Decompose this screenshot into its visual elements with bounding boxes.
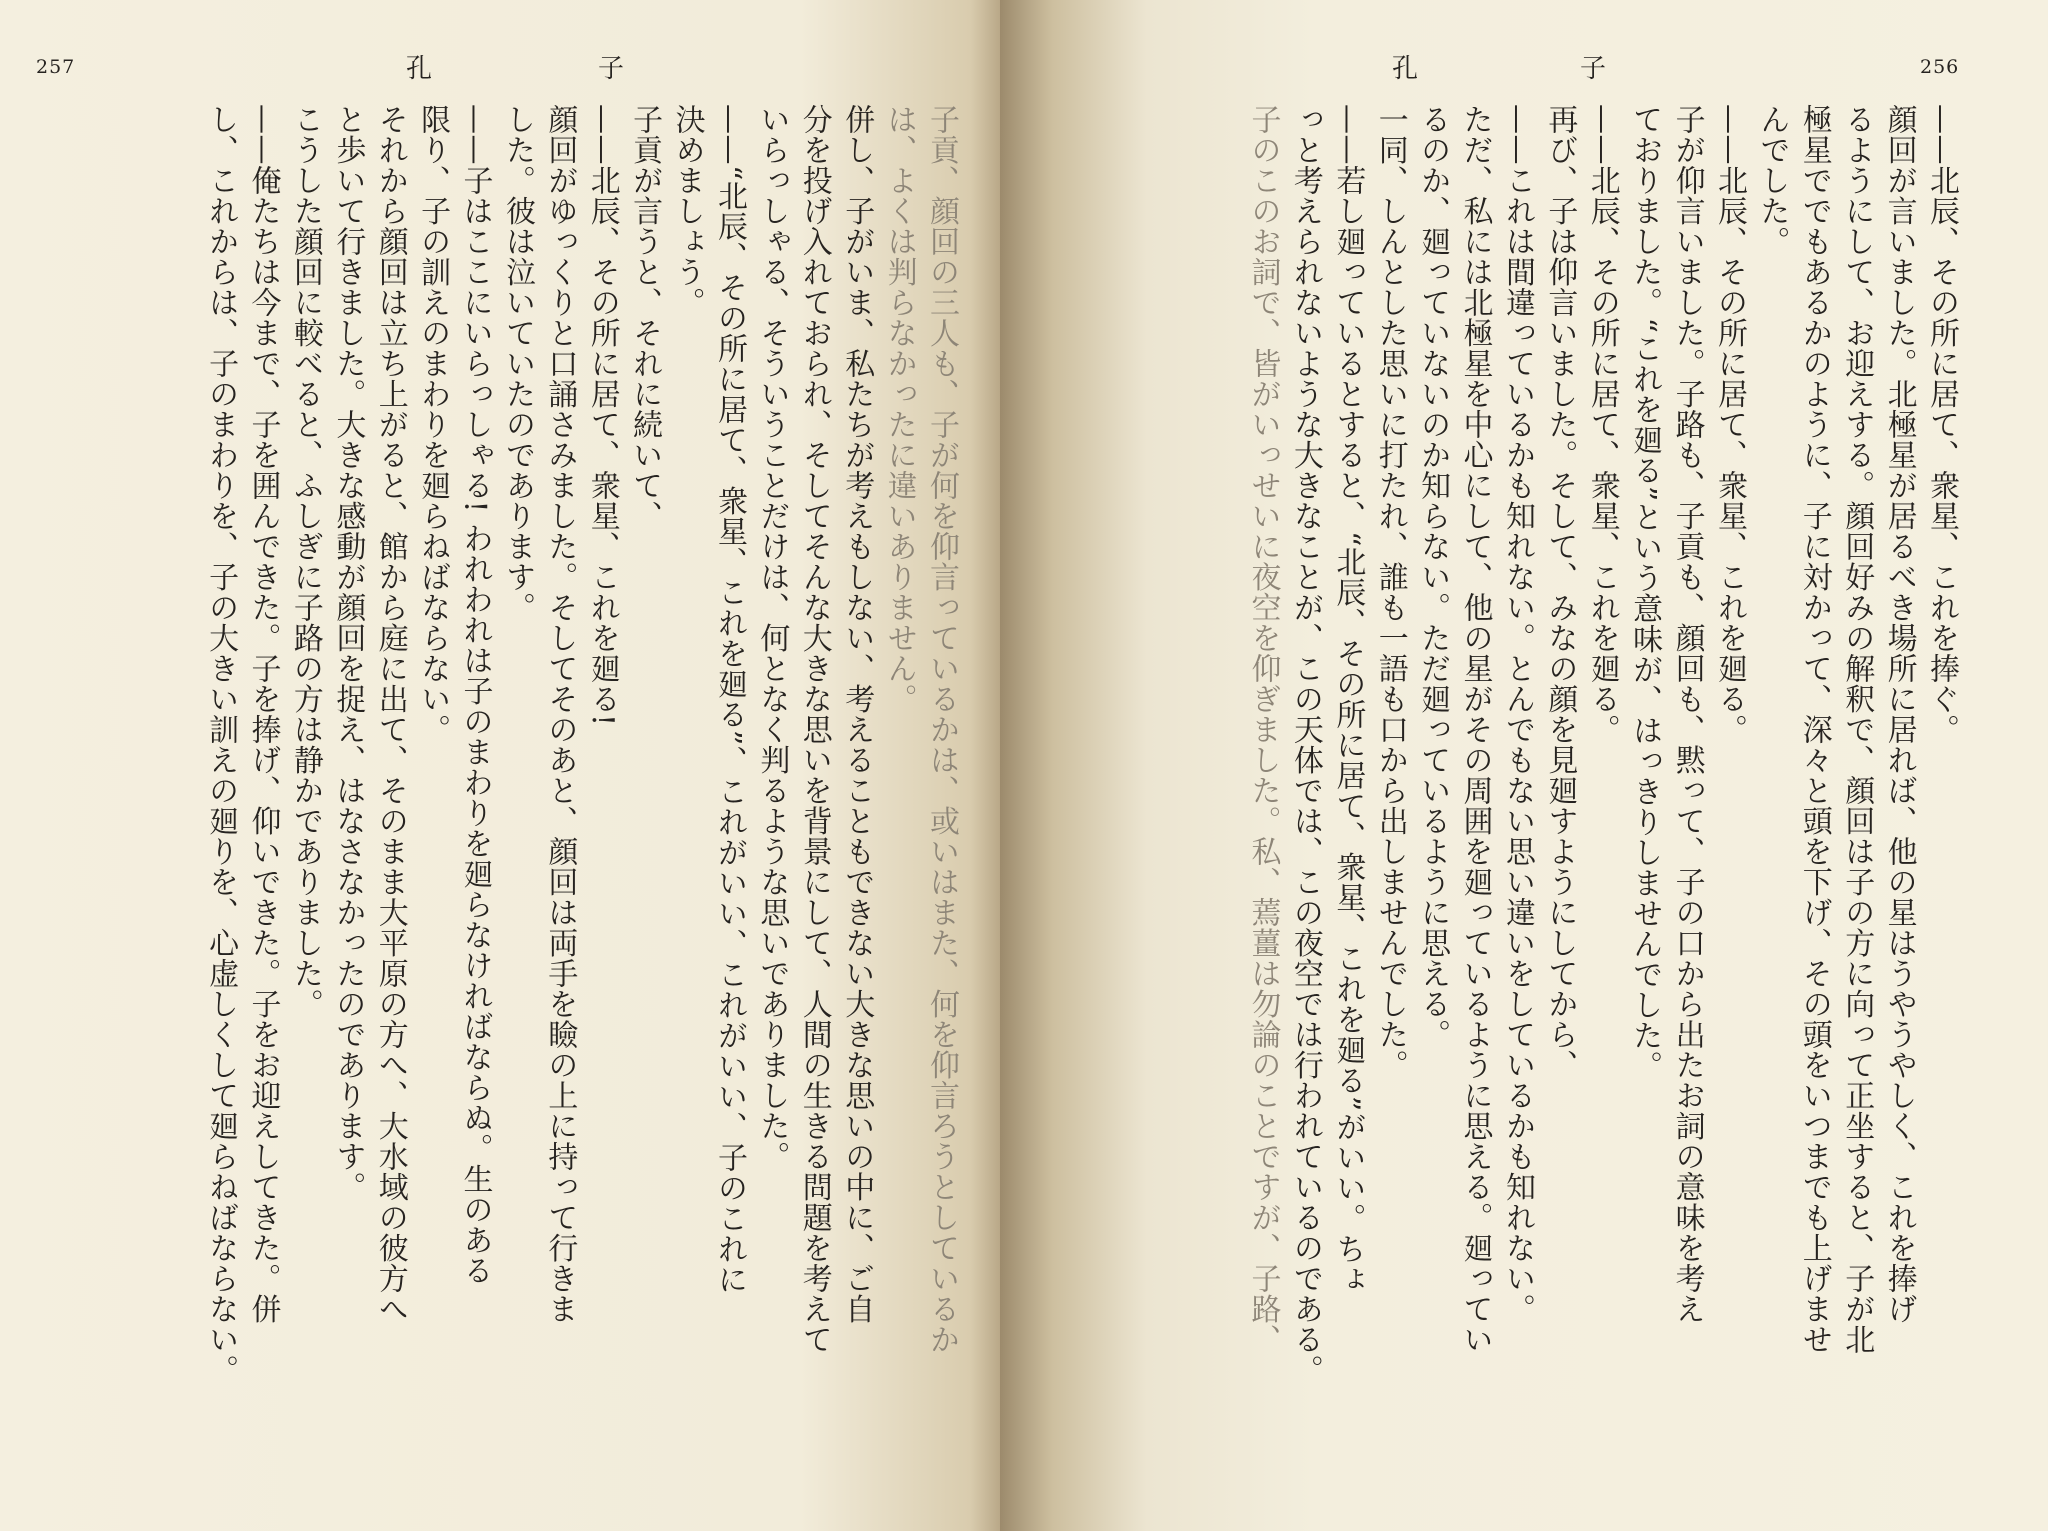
- text-line: 顔回が言いました。北極星が居るべき場所に居れば、他の星はうやうやしく、これを捧げ: [1881, 104, 1917, 1324]
- running-head-char: 孔: [406, 54, 433, 84]
- text-line: し、これからは、子のまわりを、子の大きい訓えの廻りを、心虚しくして廻らねばならない。: [203, 104, 239, 1385]
- text-line: 子貢が言うと、それに続いて、: [627, 104, 663, 531]
- text-line: こうした顔回に較べると、ふしぎに子路の方は静かでありました。: [287, 104, 323, 1019]
- page-number: 256: [1920, 56, 1960, 78]
- text-line: ただ、私には北極星を中心にして、他の星がその周囲を廻っているように思える。廻ってい: [1457, 104, 1493, 1355]
- body-text: [199, 104, 962, 1514]
- text-line: 子のこのお詞で、皆がいっせいに夜空を仰ぎました。私、蔫薑は勿論のことですが、子路、: [1245, 104, 1281, 1355]
- text-line: っと考えられないような大きなことが、この天体では、この夜空では行われているのである。: [1287, 104, 1323, 1385]
- body-text: [1241, 104, 1962, 1514]
- text-line: 決めましょう。: [669, 104, 705, 318]
- text-line: と歩いて行きました。大きな感動が顔回を捉え、はなさなかったのであります。: [330, 104, 366, 1202]
- page-257: [0, 0, 1000, 1531]
- text-line: ——これは間違っているかも知れない。とんでもない思い違いをしているかも知れない。: [1499, 104, 1535, 1324]
- running-head-char: 子: [1580, 54, 1607, 84]
- running-head-char: 孔: [1392, 54, 1419, 84]
- text-line: ——北辰、その所に居て、衆星、これを捧ぐ。: [1924, 104, 1959, 745]
- text-line: んでした。: [1754, 104, 1790, 257]
- text-line: ——“北辰、その所に居て、衆星、これを廻る”、これがいい、これがいい、子のこれに: [711, 104, 747, 1295]
- text-line: ——北辰、その所に居て、衆星、これを廻る。: [1584, 104, 1620, 745]
- text-line: ——子はここにいらっしゃる! われわれは子のまわりを廻らなければならぬ。生のある: [457, 104, 493, 1286]
- text-line: ——北辰、その所に居て、衆星、これを廻る。: [1711, 104, 1747, 745]
- text-line: ておりました。“これを廻る”という意味が、はっきりしませんでした。: [1627, 104, 1663, 1082]
- page-number: 257: [36, 56, 76, 78]
- text-line: は、よくは判らなかったに違いありません。: [881, 104, 917, 714]
- text-line: いらっしゃる、そういうことだけは、何となく判るような思いでありました。: [754, 104, 790, 1172]
- text-line: るのか、廻っていないのか知らない。ただ廻っているように思える。: [1415, 104, 1451, 1050]
- text-line: 極星ででもあるかのように、子に対かって、深々と頭を下げ、その頭をいつまでも上げませ: [1796, 104, 1832, 1355]
- text-line: 併し、子がいま、私たちが考えもしない、考えることもできない大きな思いの中に、ご自: [839, 104, 875, 1324]
- text-line: それから顔回は立ち上がると、館から庭に出て、そのまま大平原の方へ、大水域の彼方へ: [372, 104, 408, 1324]
- text-line: 分を投げ入れておられ、そしてそんな大きな思いを背景にして、人間の生きる問題を考えて: [796, 104, 832, 1355]
- text-line: 子が仰言いました。子路も、子貢も、顔回も、黙って、子の口から出たお詞の意味を考え: [1669, 104, 1705, 1324]
- text-line: るようにして、お迎えする。顔回好みの解釈で、顔回は子の方に向って正坐すると、子が北: [1839, 104, 1875, 1355]
- text-line: した。彼は泣いていたのであります。: [499, 104, 535, 623]
- text-line: ——北辰、その所に居て、衆星、これを廻る!: [584, 104, 620, 727]
- running-head-char: 子: [598, 54, 625, 84]
- text-line: 一同、しんとした思いに打たれ、誰も一語も口から出しませんでした。: [1372, 104, 1408, 1080]
- text-line: 子貢、顔回の三人も、子が何を仰言っているかは、或いはまた、何を仰言ろうとしているか: [924, 104, 959, 1355]
- text-line: 顔回がゆっくりと口誦さみました。そしてそのあと、顔回は両手を瞼の上に持って行きま: [542, 104, 578, 1324]
- text-line: 限り、子の訓えのまわりを廻らねばならない。: [415, 104, 451, 745]
- text-line: ——若し廻っているとすると、“北辰、その所に居て、衆星、これを廻る”がいい。ちょ: [1330, 104, 1366, 1295]
- text-line: ——俺たちは今まで、子を囲んできた。子を捧げ、仰いできた。子をお迎えしてきた。併: [245, 104, 281, 1324]
- text-line: 再び、子は仰言いました。そして、みなの顔を見廻すようにしてから、: [1542, 104, 1578, 1080]
- page-256: [1000, 0, 2048, 1531]
